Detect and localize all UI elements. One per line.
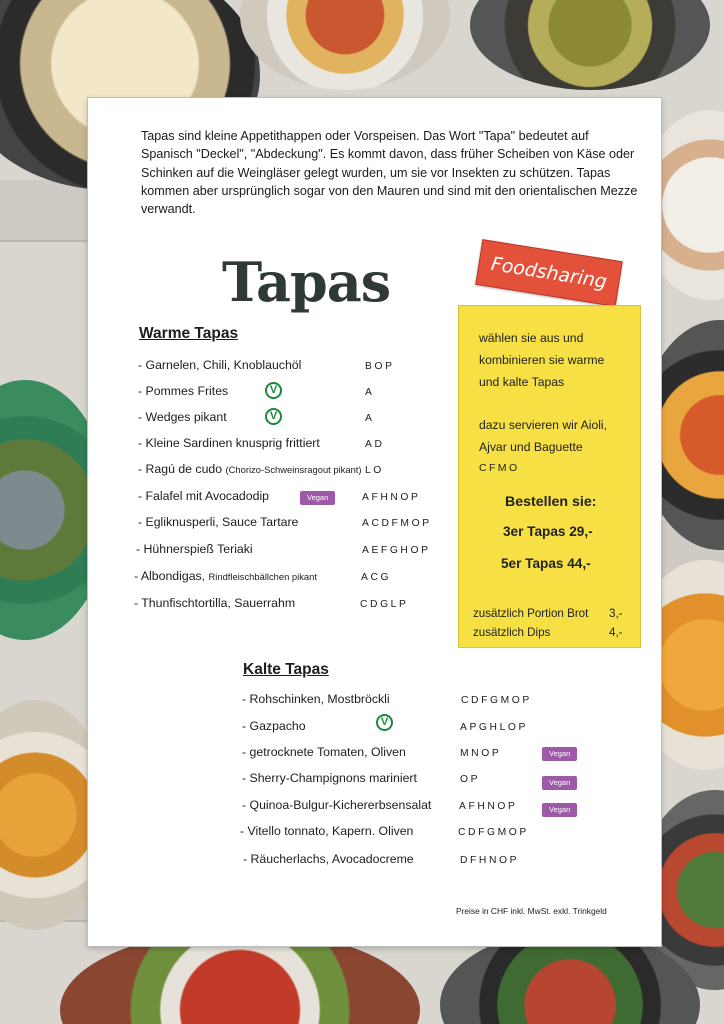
- item-name: - Quinoa-Bulgur-Kichererbsensalat: [242, 798, 432, 812]
- item-name: - Ragú de cudo: [138, 462, 223, 476]
- item-note: (Chorizo-Schweinsragout pikant): [225, 464, 362, 475]
- allergen-codes: BOP: [365, 361, 395, 372]
- olive-bowl-image: [470, 0, 710, 90]
- item-name: - Rohschinken, Mostbröckli: [242, 692, 390, 706]
- box-text: kombinieren sie warme: [479, 353, 605, 367]
- allergen-codes: AEFGHOP: [362, 545, 431, 556]
- allergen-codes: OP: [460, 774, 481, 785]
- list-item: [138, 515, 298, 529]
- item-name: - Sherry-Champignons mariniert: [242, 771, 417, 785]
- warm-tapas-heading: Warme Tapas: [139, 325, 239, 342]
- item-name: - Kleine Sardinen knusprig frittiert: [138, 436, 320, 450]
- list-item: [242, 692, 390, 706]
- allergen-codes: AD: [365, 439, 385, 450]
- order-3er-tapas: 3er Tapas 29,-: [503, 524, 593, 539]
- cold-tapas-heading: Kalte Tapas: [243, 661, 329, 678]
- allergen-codes: ACG: [361, 572, 392, 583]
- list-item: [134, 596, 295, 610]
- list-item: [134, 569, 317, 583]
- vegan-badge: Vegan: [542, 803, 577, 817]
- list-item: [138, 358, 301, 372]
- allergen-codes: LO: [364, 465, 384, 476]
- vegetarian-icon: V: [265, 382, 282, 399]
- order-5er-tapas: 5er Tapas 44,-: [501, 556, 591, 571]
- list-item: [136, 542, 253, 556]
- item-name: - Pommes Frites: [138, 384, 229, 398]
- box-text: dazu servieren wir Aioli,: [479, 418, 608, 432]
- list-item: [242, 798, 431, 812]
- intro-text: Tapas sind kleine Appetithappen oder Vorspeisen. Das Wort "Tapa" bedeutet auf Spanisch "Deckel", "Abdeckung". Es kommt davon, dass früher Scheiben von Käse oder Schinken auf die Weingläser gelegt wurden, um sie vor Insekten zu schützen. Tapas kommen aber ursprünglich sogar von den Mauren und sind mit den orientalischen Mezze verwandt.: [141, 129, 638, 217]
- vegan-badge: Vegan: [542, 747, 577, 761]
- allergen-codes: A: [365, 413, 375, 424]
- list-item: [242, 745, 406, 759]
- stamp-label: Foodsharing: [489, 252, 609, 294]
- allergen-codes: A: [365, 387, 375, 398]
- item-name: - Thunfischtortilla, Sauerrahm: [134, 596, 296, 610]
- item-name: - Hühnerspieß Teriaki: [136, 542, 253, 556]
- allergen-codes: CDGLP: [360, 599, 409, 610]
- item-name: - Wedges pikant: [138, 410, 227, 424]
- list-item: [138, 489, 269, 503]
- box-text: und kalte Tapas: [479, 375, 565, 389]
- item-name: - Räucherlachs, Avocadocreme: [243, 852, 414, 866]
- item-name: - Falafel mit Avocadodip: [138, 489, 270, 503]
- item-name: - Garnelen, Chili, Knoblauchöl: [138, 358, 302, 372]
- extra-price: 3,-: [609, 607, 623, 620]
- item-name: - Albondigas,: [134, 569, 206, 583]
- vegan-badge: Vegan: [300, 491, 335, 505]
- list-item: [138, 462, 384, 476]
- list-item: [138, 384, 228, 398]
- item-name: - getrocknete Tomaten, Oliven: [242, 745, 406, 759]
- extra-label: zusätzlich Portion Brot: [473, 607, 589, 620]
- list-item: [138, 410, 227, 424]
- vegan-badge: Vegan: [542, 776, 577, 790]
- allergen-codes: CDFGMOP: [461, 695, 532, 706]
- box-text: wählen sie aus und: [479, 331, 584, 345]
- price-note: Preise in CHF inkl. MwSt. exkl. Trinkgeld: [456, 906, 607, 916]
- list-item: [240, 824, 413, 838]
- list-item: [242, 719, 306, 733]
- extra-label: zusätzlich Dips: [473, 626, 551, 639]
- box-text: Ajvar und Baguette: [479, 440, 583, 454]
- vegetarian-icon: V: [265, 408, 282, 425]
- allergen-codes: AFHNOP: [459, 801, 518, 812]
- allergen-codes: MNOP: [460, 748, 502, 759]
- item-name: - Gazpacho: [242, 719, 306, 733]
- list-item: [138, 436, 320, 450]
- list-item: [243, 852, 414, 866]
- extra-price: 4,-: [609, 626, 623, 639]
- list-item: [242, 771, 417, 785]
- item-name: - Egliknusperli, Sauce Tartare: [138, 515, 299, 529]
- item-name: - Vitello tonnato, Kapern. Oliven: [240, 824, 414, 838]
- allergen-codes: AFHNOP: [362, 492, 421, 503]
- vegetarian-icon: V: [376, 714, 393, 731]
- order-heading: Bestellen sie:: [505, 494, 597, 510]
- allergen-codes: DFHNOP: [460, 855, 520, 866]
- allergen-codes: CDFGMOP: [458, 827, 529, 838]
- allergen-codes: APGHLOP: [460, 722, 528, 733]
- allergen-codes: ACDFMOP: [362, 518, 432, 529]
- food-bowl-image: [240, 0, 450, 90]
- item-note: Rindfleischbällchen pikant: [208, 571, 317, 582]
- page-title: Tapas: [222, 250, 391, 314]
- box-allergen-codes: CFMO: [479, 462, 520, 474]
